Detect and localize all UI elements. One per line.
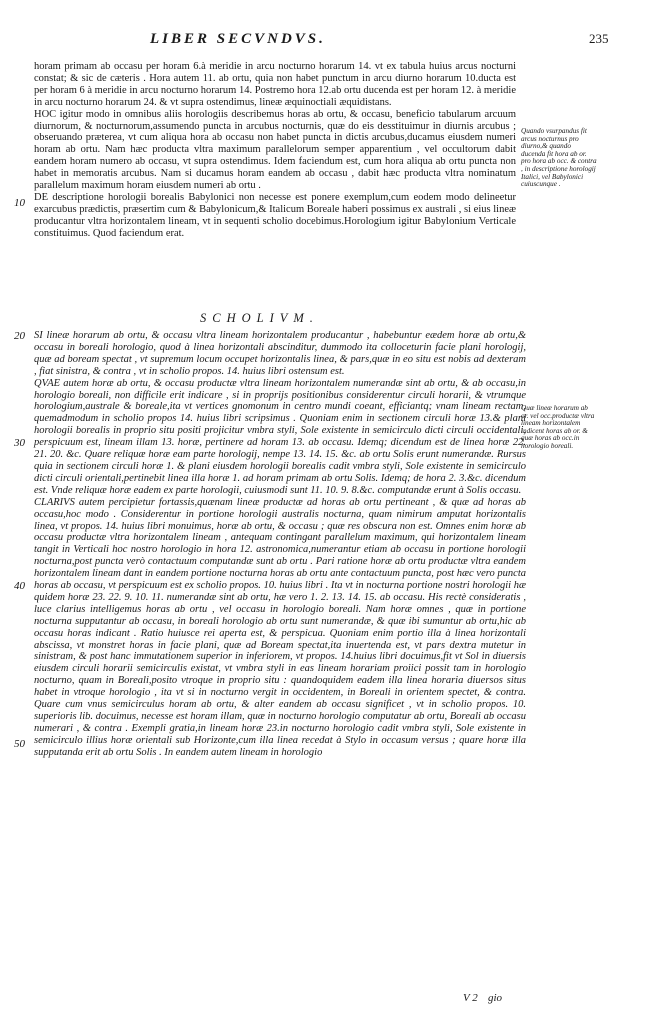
scholium-heading: SCHOLIVM.: [200, 311, 319, 325]
line-number-20: 20: [14, 330, 25, 342]
scholium-text-block: [34, 330, 526, 759]
line-number-10: 10: [14, 197, 25, 209]
line-number-30: 30: [14, 437, 25, 449]
paragraph-2: HOC igitur modo in omnibus aliis horologiis describemus horas ab ortu, & occasu, beneficio tabularum arcuum diurnorum, & nocturnorum,assumendo puncta in arcubus nocturnis, quæ do eis desstituimur in diurnis arcubus ; obseruando præterea, vt cum aliqua hora ab occasu non habet puncta in dictis arcubus,ducamus eiusdem numeri horam ab ortu. Nam hæc producta vltra maximum parallelorum semper apparentium , vel occultorum dabit eandem horam numero ab occasu, vt supra ostendimus. Idem faciendum est, cum hora aliqua ab ortu puncta non habet in memoratis arcubus. Nam si ducamus horam eandem ab occasu , dabit hæc producta vltra nominatum parallelum maximum horam eiusdem numeri ab ortu .: [34, 108, 516, 192]
margin-note-2: Quæ lineæ horarum ab or. vel occ.productæ vltra lineam horizontalem indicent horas ab or. & quæ horas ab occ.in horologio boreali.: [521, 404, 595, 450]
paragraph-1: horam primam ab occasu per horam 6.à meridie in arcu nocturno horarum 14. vt ex tabula huius arcus nocturni constat; & sic de cæteris . Hora autem 11. ab ortu, quia non habet punctum in arcu diurno horarum 10.ducta est per horam 6 à meridie in arcu nocturno horarum 14. Postremo hora 12.ab ortu ducenda est per horam 12. à meridie in arcu nocturno horarum 24. & vt supra ostendimus, lineæ æquinoctiali æquidistans.: [34, 61, 516, 108]
running-title: LIBER SECVNDVS.: [150, 31, 326, 47]
scholium-paragraph-1: SI lineæ horarum ab ortu, & occasu vltra lineam horizontalem producantur , habebuntur eædem horæ ab ortu,& occasu in boreali horologio, quod à linea horizontali abscinditur, dummodo ita colloceturin facie plani horologij, quæ ad boream spectat , vt supremum locum occupet horizontalis linea, & pars,quæ in eo situ est nobis ad dexteram , fiat sinistra, & contra , vt in scholio propos. 14. huius libri ostensum est.: [34, 330, 526, 377]
catchword-continuation: gio: [488, 992, 503, 1004]
paragraph-3: DE descriptione horologii borealis Babylonici non necesse est ponere exemplum,cum eodem modo delineetur exarcubus prædictis, præsertim cum & Babylonicum,& Italicum Boreale haberi possimus ex australi , si eius lineæ producantur vltra horizontalem lineam, vt in sequenti scholio docebimus.Horologium igitur Babylonium Verticale constituimus. Quod faciendum erat.: [34, 191, 516, 239]
page-number: 235: [589, 31, 609, 46]
scholium-paragraph-3: CLARIVS autem percipietur fortassis,quænam lineæ productæ ad horas ab ortu pertineant , & quæ ad horas ab occasu,hoc modo . Considerentur in portione horologii australis nocturna, quam nimirum amputat horizontalis linea, vt propos. 14. huius libri monuimus, horæ ab ortu, & occasu ; quæ res obscura non est. Omnes enim horæ ab occasu productæ vltra horizontalem lineam , antequam contingant parallelum maximum, qui horizontalem lineam tangit in Verticali hoc nostro horologio in hora 12. astronomica,numerantur etiam ab occasu in portione horologii nocturna,post puncta verò contactuum computandæ sunt ab ortu . Pari ratione horæ ab ortu productæ vltra eandem horizontalem lineam dant in eandem portione nocturna horas ab ortu ante contactuum puncta, post hæc vero puncta horas ab occasu, vt perspicuum est ex scholio propos. 10. huius libri . Ita vt in nocturna portione nostri horologii hæ quidem horæ 23. 22. 9. 10. 11. numerandæ sint ab ortu, hæ vero 1. 2. 13. 14. 15. ab occasu. His rectè consideratis , luce clarius intelligemus horas ab ortu , vel occasu in horologio boreali. Nam horæ omnes , quæ in portione nocturna supputantur ab occasu, in boreali horologio ab ortu sunt numerandæ, & quæ ibi sumuntur ab ortu,hic ab occasu horas indicant . Ratio huiusce rei aperta est, & perspicua. Quoniam enim portio illa à linea horizontali abscissa, vt monstret horas in facie plani, quæ ad Boream spectat,ita inuertenda est, vt pars dextra mutetur in sinistram, & post hanc immutationem superior in inferiorem, vt propos. 14.huius libri docuimus,fit vt Sol in diuersis eiusdem circuli horarii semicirculis existat, vt vmbra styli in eas lineam horariam proiici possit tam in horologio nocturno, quam in Boreali,posito vtroque in proprio situ : quandoquidem eadem illa linea horaria diuersos situs habet in vtroque horologio , ita vt si in nocturno vergit in occidentem, in Boreali in orientem spectet, & contra. Quare cum vnus semicirculus horam ab ortu, & alter eandem ab occasu significet , vt in scholio propos. 10. superioris lib. docuimus, necesse est horam illam, quæ in nocturno horologio computatur ab ortu, Boreali ab occasu numerari , & contra . Exempli gratia,in lineam horæ 23.in nocturno horologio cadit vmbra styli, Sole existente in semicirculo illius horæ orientali sub Horizonte,cum illa linea recedat à Stylo in occasum versus ; quare horæ illa supputanda erit ab ortu Solis . In eandem autem lineam in horologio: [34, 496, 526, 758]
line-number-50: 50: [14, 738, 25, 750]
main-text-block: [34, 61, 516, 240]
line-number-40: 40: [14, 580, 25, 592]
catchword: V 2: [463, 992, 478, 1004]
margin-note-1: Quando vsurpandus fit arcus nocturnus pro diurno,& quando ducenda fit hora ab or. pro hora ab occ. & contra , in descriptione horologij Italici, vel Babylonici cuiuscunque .: [521, 127, 597, 189]
scholium-paragraph-2: QVAE autem horæ ab ortu, & occasu productæ vltra lineam horizontalem numerandæ sint ab ortu, & ab occasu,in horologio boreali, non difficile erit indicare , si in proprijs positionibus considerentur circuli horarii, & vtrumque horologium,australe & boreale,ita vt vertices gnomonum in centro mundi coeant, efficiantq; vnam lineam rectam, quemadmodum in scholio propos 14. huius libri scripsimus . Quoniam enim in sectionem circuli horæ 13.& plani horologii borealis in proprio situ positi projicitur vmbra styli, Sole existente in semicirculo dicti circuli occidentali, perspicuum est, lineam illam 13. horæ, pertinere ad horam 13. ab occasu. Idemq; dicendum est de linea horæ 22. 21. 20. &c. Quare reliquæ horæ eam parte horologij, nempe 13. 14. 15. &c. ab ortu Solis erunt numerandæ. Rursus quia in sectionem circuli horæ 1. & plani eiusdem horologii borealis cadit vmbra styli, Sole existente in semicirculo dicti circuli orientali,pertinebit linea illa horæ 1. ad horam primam ab ortu Solis. Idemq; de hora 2. 3.&c. dicendum est. Vnde reliquæ horæ eadem ex parte horologii, cuiusmodi sunt 11. 10. 9. 8.&c. computandæ erunt à Solis occasu.: [34, 377, 526, 496]
